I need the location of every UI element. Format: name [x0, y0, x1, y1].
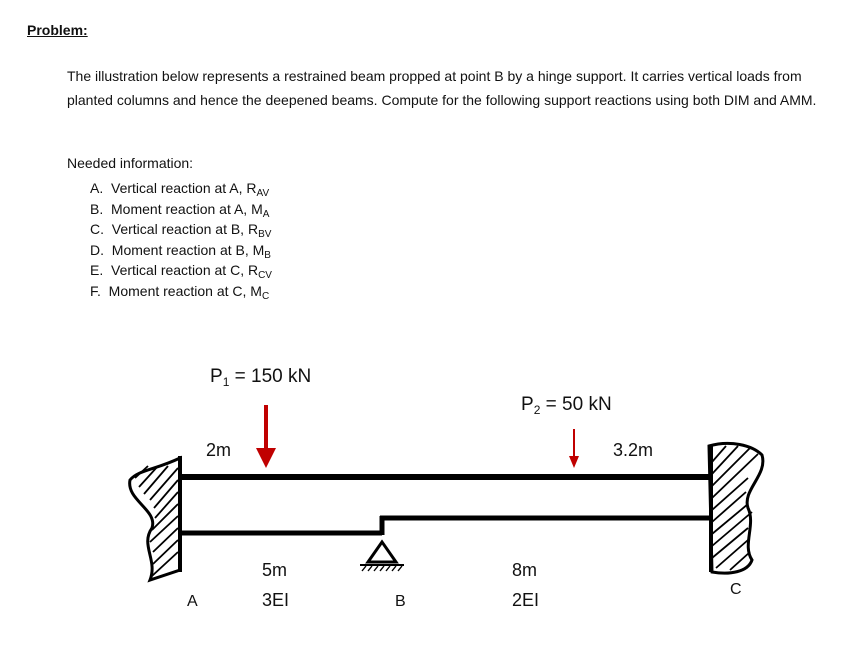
point-c-label: C: [730, 581, 742, 598]
problem-heading: Problem:: [27, 22, 88, 38]
dimension-3-2m: 3.2m: [613, 440, 654, 460]
span1-length: 5m: [262, 560, 288, 580]
hinge-support-b: [360, 542, 404, 571]
fixed-support-a: [130, 456, 180, 580]
needed-item-e: E. Vertical reaction at C, $R_{CV}$: [90, 262, 272, 281]
load-p2-label: $P_2 = 50$ kN: [521, 394, 612, 417]
needed-item-f: F. Moment reaction at C, $M_C$: [90, 282, 270, 302]
fixed-support-c: [709, 443, 763, 573]
problem-description: The illustration below represents a restrained beam propped at point B by a hinge support. It carries vertical loads from planted columns and hence the deepened beams. Compute for the following support reactions using both DIM and AMM.: [67, 68, 817, 108]
load-p2-arrow: [569, 429, 579, 468]
needed-item-a: A. Vertical reaction at A, $R_{AV}$: [90, 180, 270, 199]
span2-length: 8m: [512, 560, 538, 580]
span1-stiffness: 3EI: [262, 590, 290, 610]
span2-stiffness: 2EI: [512, 590, 540, 610]
needed-item-b: B. Moment reaction at A, $M_A$: [90, 200, 270, 220]
load-p1-label: $P_1 = 150$ kN: [210, 366, 312, 389]
point-a-label: A: [187, 593, 198, 610]
needed-item-c: C. Vertical reaction at B, $R_{BV}$: [90, 221, 272, 240]
dimension-2m: 2m: [206, 440, 232, 460]
point-b-label: B: [395, 593, 406, 610]
needed-info-title: Needed information:: [67, 155, 194, 171]
load-p1-arrow: [256, 405, 276, 468]
needed-item-d: D. Moment reaction at B, $M_B$: [90, 241, 271, 261]
